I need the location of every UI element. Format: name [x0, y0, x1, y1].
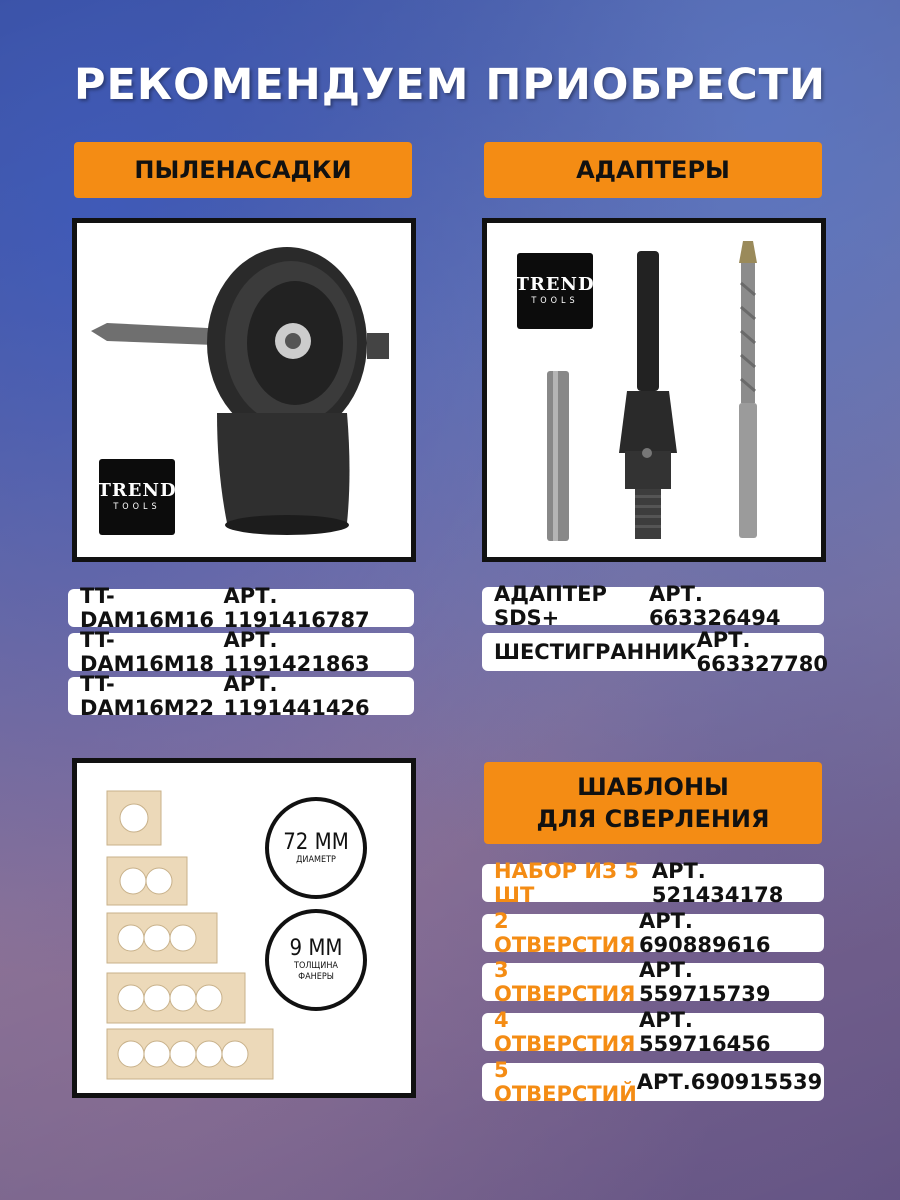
adapter-art: АРТ. 663327780	[696, 628, 829, 676]
adapter-row	[482, 628, 829, 676]
thickness-badge	[265, 909, 367, 1011]
dust-art: АРТ. 1191416787	[223, 584, 370, 632]
template-row	[482, 909, 824, 957]
dust-model: TT-DAM16M22	[80, 672, 214, 720]
template-row	[482, 958, 824, 1006]
logo-line1: TREND	[97, 480, 177, 501]
thickness-label: ФАНЕРЫ	[298, 972, 334, 982]
dust-art: АРТ. 1191441426	[223, 672, 370, 720]
thickness-label: ТОЛЩИНА	[294, 961, 338, 971]
templates-header-line2: ДЛЯ СВЕРЛЕНИЯ	[536, 805, 770, 833]
templates-header	[484, 762, 822, 844]
diameter-label: ДИАМЕТР	[296, 854, 336, 865]
template-art: АРТ. 559716456	[638, 1008, 771, 1056]
thickness-value: 9 ММ	[289, 936, 343, 961]
adapters-header: АДАПТЕРЫ	[484, 142, 822, 198]
template-model: НАБОР ИЗ 5 ШТ	[494, 859, 639, 907]
adapter-model: ШЕСТИГРАННИК	[494, 640, 697, 664]
template-model: 2 ОТВЕРСТИЯ	[494, 909, 636, 957]
dust-row	[68, 584, 414, 632]
template-model: 3 ОТВЕРСТИЯ	[494, 958, 636, 1006]
templates-header-line1: ШАБЛОНЫ	[577, 773, 729, 801]
adapter-art: АРТ. 663326494	[648, 582, 781, 630]
diameter-badge	[265, 797, 367, 899]
trend-tools-logo	[99, 459, 175, 535]
diameter-value: 72 ММ	[283, 829, 349, 855]
template-art: АРТ. 521434178	[651, 859, 784, 907]
trend-tools-logo	[517, 253, 593, 329]
templates-image	[77, 763, 411, 1093]
logo-line2: TOOLS	[113, 502, 161, 512]
dust-extractor-photo	[72, 218, 416, 562]
page-title: РЕКОМЕНДУЕМ ПРИОБРЕСТИ	[74, 60, 826, 110]
dust-header: ПЫЛЕНАСАДКИ	[74, 142, 412, 198]
template-art: АРТ.690915539	[636, 1070, 823, 1094]
adapter-model: АДАПТЕР SDS+	[494, 582, 607, 630]
logo-line1: TREND	[515, 274, 595, 295]
adapter-row	[482, 582, 824, 630]
adapters-photo	[482, 218, 826, 562]
template-row	[482, 1058, 824, 1106]
template-row	[482, 859, 824, 907]
template-row	[482, 1008, 824, 1056]
template-art: АРТ. 690889616	[638, 909, 771, 957]
template-model: 5 ОТВЕРСТИЙ	[494, 1058, 637, 1106]
logo-line2: TOOLS	[531, 296, 579, 306]
dust-art: АРТ. 1191421863	[223, 628, 370, 676]
templates-photo	[72, 758, 416, 1098]
template-model: 4 ОТВЕРСТИЯ	[494, 1008, 636, 1056]
dust-model: TT-DAM16M18	[80, 628, 214, 676]
dust-model: TT-DAM16M16	[80, 584, 214, 632]
template-art: АРТ. 559715739	[638, 958, 771, 1006]
dust-row	[68, 672, 414, 720]
dust-row	[68, 628, 414, 676]
